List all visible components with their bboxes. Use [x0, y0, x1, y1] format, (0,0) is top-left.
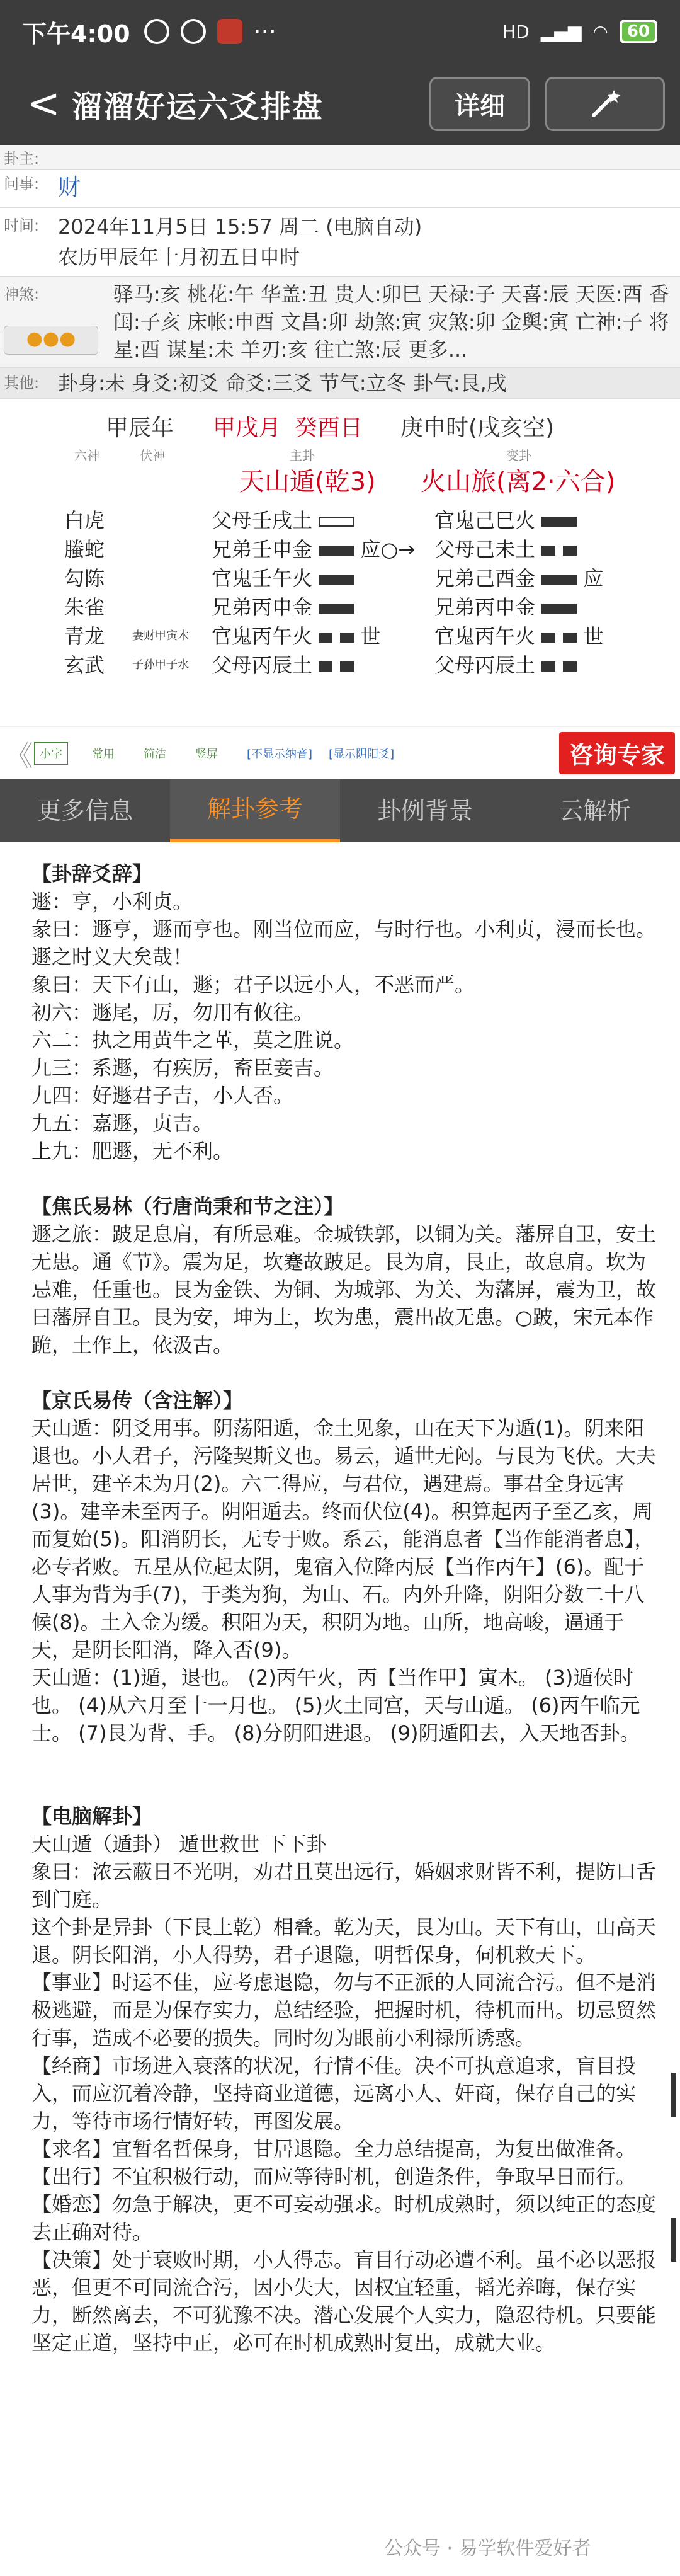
yang-line-icon — [319, 575, 354, 585]
text-paragraph: 【经商】市场进入衰落的状况，行情不佳。决不可执意追求，盲目投入，而应沉着冷静，坚持商业道德，远离小人、奸商，保存自己的实力，等待市场行情好转，再图发展。 — [31, 2054, 637, 2133]
watermark: 公众号 · 易学软件爱好者 — [384, 2538, 591, 2560]
alarm-icon — [144, 19, 169, 44]
bian-yao — [434, 563, 603, 592]
bian-yao-text: 父母己未土 — [434, 537, 536, 561]
liushen: 勾陈 — [64, 566, 105, 590]
shensha-toggle-button[interactable]: ●●● — [4, 326, 98, 355]
ben-yao — [212, 650, 354, 678]
bian-yao — [434, 534, 577, 563]
text-line: 象曰：天下有山，遯；君子以远小人，不恶而严。 — [31, 973, 475, 997]
row-question — [0, 170, 680, 208]
text-line: 九五：嘉遯，贞吉。 — [31, 1111, 213, 1135]
tab-cloud-analysis[interactable]: 云解析 — [558, 797, 631, 825]
show-yinyang-link[interactable]: [显示阴阳爻] — [329, 747, 395, 761]
ganzhi-hour: 庚申时(戌亥空) — [400, 415, 555, 441]
weibo-icon — [217, 19, 242, 44]
yao-row — [0, 563, 680, 592]
status-app-icons — [144, 18, 276, 45]
yin-line-icon — [541, 661, 577, 672]
liushen: 螣蛇 — [64, 537, 105, 561]
yao-row — [0, 505, 680, 534]
ben-yao — [212, 621, 380, 650]
yin-line-icon — [541, 633, 577, 643]
row-shensha — [0, 277, 680, 368]
section-heading: 【焦氏易林（行唐尚秉和节之注）】 — [31, 1194, 344, 1218]
bian-yao — [434, 621, 603, 650]
status-right — [502, 20, 657, 43]
tab-more-info[interactable]: 更多信息 — [37, 797, 133, 825]
time-lunar: 农历甲辰年十月初五日申时 — [58, 245, 300, 269]
detail-button[interactable]: 详细 — [429, 77, 530, 131]
ben-yao-text: 官鬼丙午火 — [212, 624, 313, 648]
text-line: 初六：遯尾，厉，勿用有攸往。 — [31, 1000, 314, 1024]
diviner-label: 卦主: — [4, 150, 40, 168]
text-line: 遯：亨，小利贞。 — [31, 890, 193, 913]
yang-line-icon — [541, 575, 577, 585]
yao-row — [0, 592, 680, 621]
ben-yao — [212, 592, 354, 621]
yin-line-icon — [541, 546, 577, 556]
shensha-value: 驿马:亥 桃花:午 华盖:丑 贵人:卯巳 天禄:子 天喜:辰 天医:酉 香闺:子亥 床帐:申酉 文昌:卯 劫煞:寅 灾煞:卯 金舆:寅 亡神:子 将星:酉 谋星:未 羊刃:亥 往亡煞:辰 更多... — [113, 282, 669, 362]
col-label-ben: 主卦 — [290, 448, 315, 463]
section-heading: 【卦辞爻辞】 — [31, 862, 153, 886]
ben-mark: 应○→ — [360, 537, 416, 561]
bian-yao-text: 官鬼丙午火 — [434, 624, 536, 648]
magic-wand-icon — [587, 86, 623, 122]
time-solar: 2024年11月5日 15:57 周二 (电脑自动) — [58, 215, 422, 239]
question-label: 问事: — [4, 175, 40, 193]
consult-expert-button[interactable]: 咨询专家 — [559, 732, 675, 774]
interpretation-content — [0, 842, 680, 2357]
ben-yao-text: 兄弟壬申金 — [212, 537, 313, 561]
text-line: 六二：执之用黄牛之革，莫之胜说。 — [31, 1028, 354, 1052]
common-button[interactable]: 常用 — [92, 747, 115, 761]
battery-icon: 60 — [620, 20, 657, 43]
small-font-button[interactable]: 小字 — [34, 742, 68, 765]
text-line: 上九：肥遯，无不利。 — [31, 1139, 234, 1163]
text-paragraph: 【求名】宜暂名哲保身，甘居退隐。全力总结提高，为复出做准备。 — [31, 2137, 637, 2161]
section-jingshi-yizhuan — [31, 1387, 657, 1747]
ben-mark: 世 — [360, 624, 381, 648]
yao-row — [0, 621, 680, 650]
signal-bars-icon: ▂▄▆ — [540, 21, 582, 42]
simple-button[interactable]: 简洁 — [144, 747, 166, 761]
bian-mark: 世 — [583, 624, 604, 648]
other-label: 其他: — [4, 374, 40, 392]
text-paragraph: 【决策】处于衰败时期，小人得志。盲目行动必遭不利。虽不必以恶报恶，但更不可同流合污，因小失大，因权宜轻重，韬光养晦，保存实力，断然离去，不可犹豫不决。潜心发展个人实力，隐忍待机。只要能坚定正道，坚持中正，必可在时机成熟时复出，成就大业。 — [31, 2248, 657, 2355]
row-diviner — [0, 145, 680, 170]
yao-row — [0, 534, 680, 563]
col-label-fushen: 伏神 — [140, 448, 165, 463]
liushen: 朱雀 — [64, 595, 105, 619]
ben-gua-name[interactable]: 天山遁(乾3) — [239, 467, 376, 496]
liushen: 青龙 — [64, 624, 105, 648]
bian-yao — [434, 505, 577, 534]
text-line: 九四：好遯君子吉，小人否。 — [31, 1084, 294, 1108]
text-line: 天山遁（遁卦） 遁世救世 下下卦 — [31, 1832, 327, 1856]
ben-yao-text: 父母壬戌土 — [212, 508, 313, 532]
fushen: 妻财甲寅木 — [132, 629, 189, 643]
time-label: 时间: — [4, 217, 40, 234]
ben-yao-text: 父母丙辰土 — [212, 653, 313, 677]
text-line: 彖曰：遯亨，遯而亨也。刚当位而应，与时行也。小利贞，浸而长也。遯之时义大矣哉！ — [31, 917, 657, 969]
text-paragraph: 天山遁：阴爻用事。阴荡阳遁，金土见象，山在天下为遁(1)。阴来阳退也。小人君子，污隆契斯义也。易云，遁世无闷。与艮为飞伏。大夫居世，建辛未为月(2)。六二得应，与君位，遇建焉。事君全身远害(3)。建辛未至丙子。阴阳遁去。终而伏位(4)。积算起丙子至乙亥，周而复始(5)。阳消阴长，无专于败。系云，能消息者【当作能消者息】，必专者败。五星从位起太阴，鬼宿入位降丙辰【当作丙午】(6)。配于人事为背为手(7)，于类为狗，为山、石。内外升降，阴阳分数二十八候(8)。土入金为缓。积阳为天，积阴为地。山所，地高峻，逼通于天，是阴长阳消，降入否(9)。 — [31, 1416, 657, 1662]
yao-row — [0, 650, 680, 678]
hexagram-chart — [0, 399, 680, 726]
section-computer-interpretation — [31, 1802, 657, 2357]
col-label-bian: 变卦 — [506, 448, 531, 463]
ganzhi-month: 甲戌月 — [213, 415, 281, 441]
bian-yao-text: 官鬼己巳火 — [434, 508, 536, 532]
yang-line-icon — [541, 604, 577, 614]
time-value — [50, 212, 680, 272]
ben-yao — [212, 505, 354, 534]
yang-line-icon — [319, 517, 354, 527]
text-paragraph: 这个卦是异卦（下艮上乾）相叠。乾为天，艮为山。天下有山，山高天退。阴长阳消，小人得势，君子退隐，明哲保身，伺机救天下。 — [31, 1915, 657, 1967]
wifi-icon: ◠ — [592, 21, 608, 42]
liushen: 玄武 — [64, 653, 105, 677]
text-line: 九三：系遯，有疾厉，畜臣妾吉。 — [31, 1056, 334, 1080]
yang-line-icon — [319, 604, 354, 614]
ganzhi-day: 癸酉日 — [295, 415, 363, 441]
text-paragraph: 【事业】时运不佳，应考虑退隐，勿与不正派的人同流合污。但不是消极逃避，而是为保存实力，总结经验，把握时机，待机而出。切忌贸然行事，造成不必要的损失。同时勿为眼前小利禄所诱惑。 — [31, 1971, 657, 2050]
bian-gua-name[interactable]: 火山旅(离2·六合) — [421, 467, 616, 496]
ben-yao-text: 兄弟丙申金 — [212, 595, 313, 619]
text-paragraph: 天山遁：(1)遁，退也。 (2)丙午火，丙【当作甲】寅木。 (3)遁侯时也。 (4)从六月至十一月也。 (5)火土同宫，天与山遁。 (6)丙午临元士。 (7)艮为背、手。 (8)分阴阳进退。 (9)阴遁阳去，入天地否卦。 — [31, 1666, 640, 1745]
yin-line-icon — [319, 633, 354, 643]
ganzhi-year: 甲辰年 — [106, 415, 174, 441]
collapse-arrow-icon[interactable]: 《 — [5, 740, 33, 772]
more-dots-icon: ··· — [253, 18, 276, 45]
app-title-bar — [0, 63, 680, 145]
scrollbar-thumb[interactable] — [671, 2073, 676, 2117]
display-toolbar — [0, 726, 680, 779]
hide-nayin-link[interactable]: [不显示纳音] — [247, 747, 313, 761]
section-heading: 【京氏易传（含注解）】 — [31, 1388, 244, 1412]
section-jiaoshi-yilin — [31, 1193, 657, 1359]
text-paragraph: 【婚恋】勿急于解决，更不可妄动强求。时机成熟时，须以纯正的态度去正确对待。 — [31, 2192, 657, 2244]
row-other — [0, 368, 680, 399]
shensha-label: 神煞: — [4, 285, 40, 303]
yin-line-icon — [319, 661, 354, 672]
diviner-value[interactable] — [50, 145, 680, 169]
tab-interpretation[interactable]: 解卦参考 — [170, 779, 340, 842]
bian-yao-text: 兄弟丙申金 — [434, 595, 536, 619]
text-paragraph: 遯之旅：跛足息肩，有所忌难。金城铁郭，以铜为关。藩屏自卫，安土无患。通《节》。震为足，坎蹇故跛足。艮为肩，艮止，故息肩。坎为忌难，任重也。艮为金铁、为铜、为城郭、为关、为藩屏，震为卫，故曰藩屏自卫。艮为安，坤为上，坎为患，震出故无患。○跛，宋元本作跪，土作上，依汲古。 — [31, 1222, 657, 1357]
tab-case-background[interactable]: 卦例背景 — [377, 797, 473, 825]
scrollbar-thumb[interactable] — [671, 2218, 676, 2262]
bian-mark: 应 — [583, 566, 604, 590]
status-time: 下午4:00 — [23, 20, 130, 48]
bian-yao-text: 兄弟己酉金 — [434, 566, 536, 590]
ben-yao — [212, 534, 415, 563]
status-bar — [0, 0, 680, 63]
section-heading: 【电脑解卦】 — [31, 1804, 153, 1828]
shensha-label-col — [0, 280, 76, 364]
text-paragraph: 象曰：浓云蔽日不光明，劝君且莫出远行，婚姻求财皆不利，提防口舌到门庭。 — [31, 1860, 657, 1911]
fushen: 子孙甲子水 — [132, 658, 189, 672]
back-button[interactable]: < — [26, 81, 60, 127]
portrait-button[interactable]: 竖屏 — [195, 747, 218, 761]
app-notification-icon — [181, 19, 206, 44]
bian-yao — [434, 650, 577, 678]
yang-line-icon — [319, 546, 354, 556]
bian-yao — [434, 592, 577, 621]
question-value[interactable]: 财 — [58, 175, 81, 200]
signal-icon: HD — [502, 21, 530, 42]
other-value: 卦身:未 身爻:初爻 命爻:三爻 节气:立冬 卦气:艮,戌 — [58, 371, 507, 395]
ben-yao-text: 官鬼壬午火 — [212, 566, 313, 590]
magic-wand-button[interactable] — [545, 77, 665, 131]
ben-yao — [212, 563, 354, 592]
page-title: 溜溜好运六爻排盘 — [72, 89, 324, 125]
row-time — [0, 208, 680, 277]
bian-yao-text: 父母丙辰土 — [434, 653, 536, 677]
text-paragraph: 【出行】不宜积极行动，而应等待时机，创造条件，争取早日而行。 — [31, 2165, 637, 2189]
yang-line-icon — [541, 517, 577, 527]
col-label-liushen: 六神 — [74, 448, 99, 463]
section-guaci — [31, 860, 657, 1165]
liushen: 白虎 — [64, 508, 105, 532]
tab-bar — [0, 779, 680, 842]
